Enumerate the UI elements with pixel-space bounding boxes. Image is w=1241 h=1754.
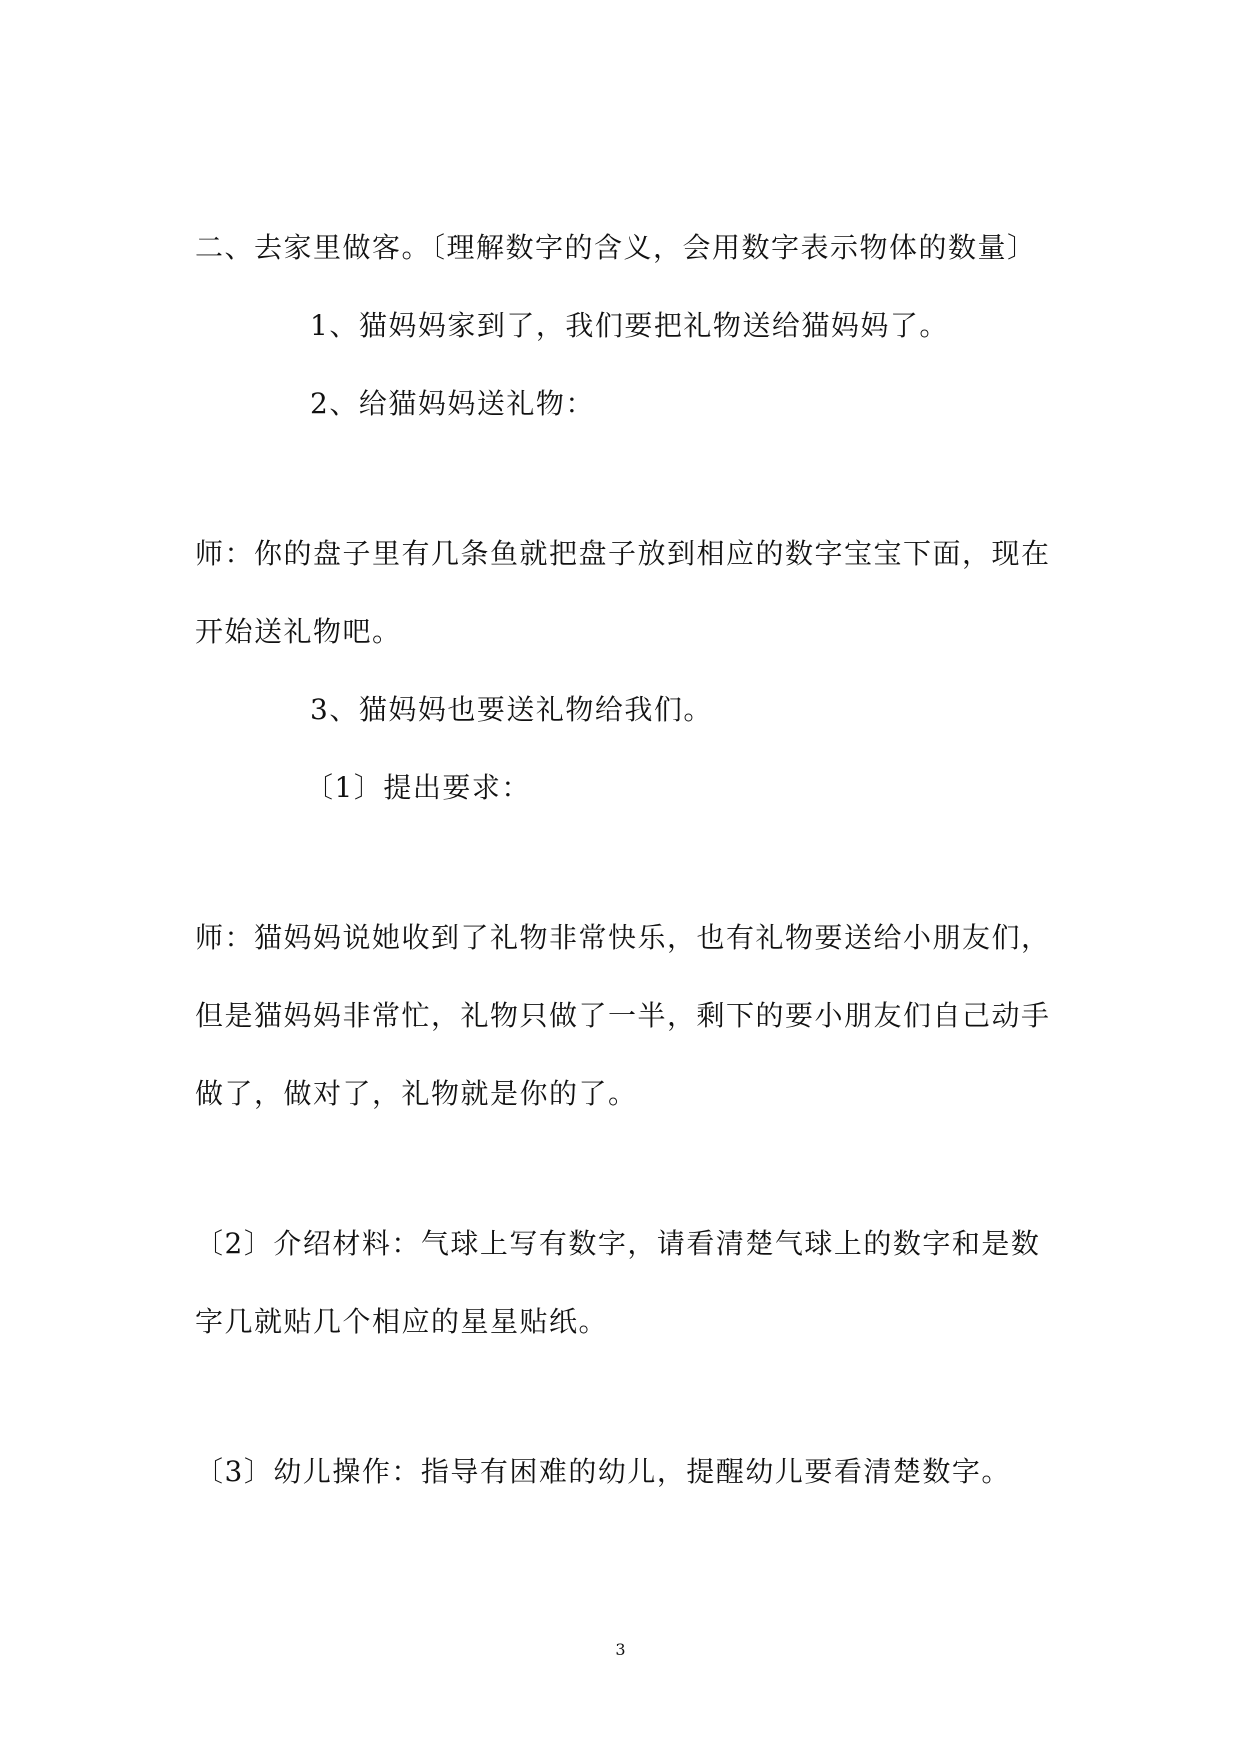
paragraph-line: 做了，做对了，礼物就是你的了。 bbox=[195, 1077, 638, 1110]
paragraph-line: 师：你的盘子里有几条鱼就把盘子放到相应的数字宝宝下面，现在 bbox=[195, 537, 1051, 570]
paragraph-line: 但是猫妈妈非常忙，礼物只做了一半，剩下的要小朋友们自己动手 bbox=[195, 999, 1051, 1032]
paragraph-line: 〔3〕幼儿操作：指导有困难的幼儿，提醒幼儿要看清楚数字。 bbox=[195, 1455, 1011, 1488]
paragraph-line: 2、给猫妈妈送礼物： bbox=[310, 387, 595, 420]
paragraph-line: 字几就贴几个相应的星星贴纸。 bbox=[195, 1305, 609, 1338]
paragraph-line: 3、猫妈妈也要送礼物给我们。 bbox=[310, 693, 713, 726]
paragraph-line: 〔1〕提出要求： bbox=[305, 771, 531, 804]
paragraph-line: 师：猫妈妈说她收到了礼物非常快乐，也有礼物要送给小朋友们， bbox=[195, 921, 1051, 954]
paragraph-line: 开始送礼物吧。 bbox=[195, 615, 402, 648]
page-number: 3 bbox=[615, 1640, 626, 1659]
section-heading: 二、去家里做客。〔理解数字的含义，会用数字表示物体的数量〕 bbox=[195, 231, 1037, 264]
paragraph-line: 1、猫妈妈家到了，我们要把礼物送给猫妈妈了。 bbox=[310, 309, 949, 342]
paragraph-line: 〔2〕介绍材料：气球上写有数字，请看清楚气球上的数字和是数 bbox=[195, 1227, 1041, 1260]
